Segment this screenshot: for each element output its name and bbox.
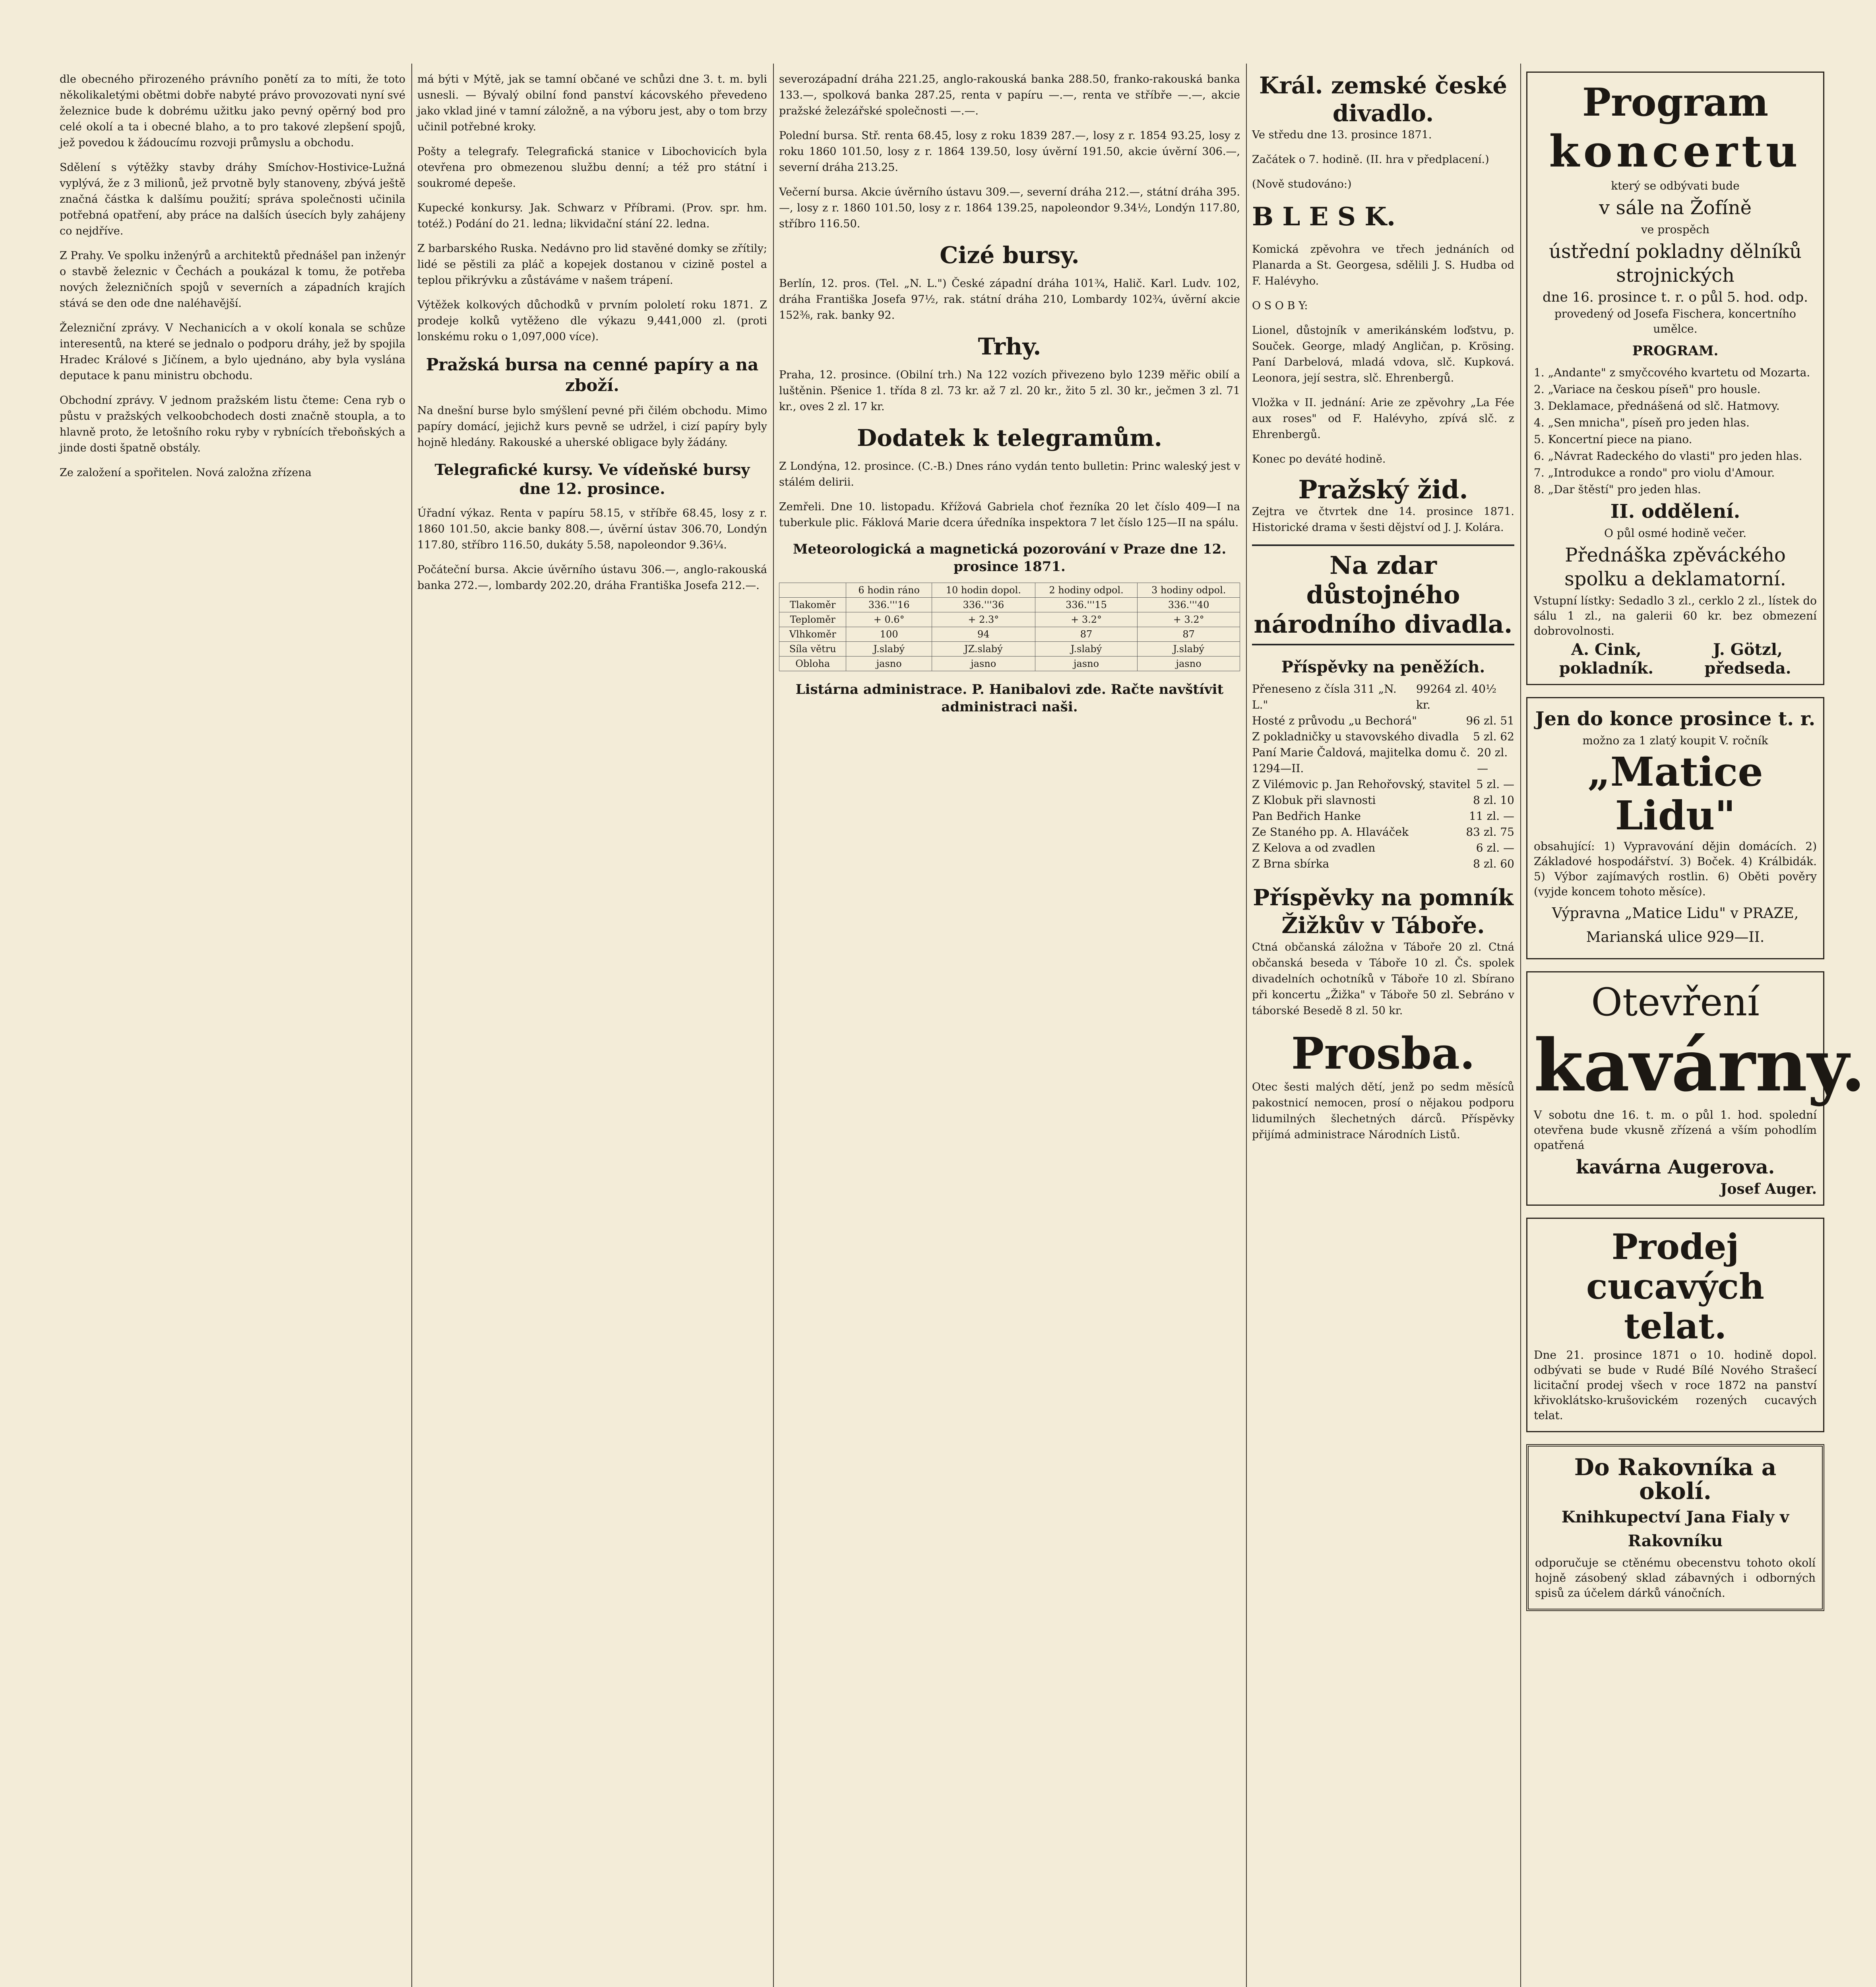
paragraph: Sdělení s výtěžky stavby dráhy Smíchov-Hostivice-Lužná vyplývá, že z 3 milionů, jež prvotně byly stanoveny, zbývá ještě značná částka k dalšímu použití; správa společnosti učinila potřebná opatření, aby práce na dalších úsecích byly zahájeny co nejdříve. — [60, 161, 405, 237]
program-part2: II. oddělení. — [1610, 500, 1740, 523]
contribution-amount: 11 zl. — — [1469, 810, 1514, 823]
matice-ad — [1526, 697, 1824, 959]
program-item: 1. „Andante" z smyčcového kvartetu od Mozarta. — [1534, 366, 1810, 379]
contribution-amount: 8 zl. 60 — [1473, 857, 1514, 870]
weather-cell: + 0.6° — [846, 612, 932, 627]
weather-cell: Síla větru — [779, 642, 846, 657]
prosba-text: Otec šesti malých dětí, jenž po sedm měsíců pakostnicí nemocen, prosí o nějakou podporu lidumilných šlechetných dárců. Příspěvky přijímá administrace Národních Listů. — [1252, 1081, 1514, 1141]
paragraph: dle obecného přirozeného právního ponětí za to míti, že toto několikaletými obětmi dobře nabyté právo provozovati nyní své železnice bude k dobrému užitku jako pevný opěrný bod pro celé okolí a ta i obecné blaho, a to pro takové zlepšení spojů, jež povedou k žádoucímu rozvoji průmyslu a obchodu. — [60, 73, 405, 149]
zizka-text: Ctná občanská záložna v Táboře 20 zl. Ctná občanská beseda v Táboře 10 zl. Čs. spolek divadelních ochotníků v Táboře 10 zl. Sbírano při koncertu „Žižka" v Táboře 50 zl. Sebráno v táborské Besedě 8 zl. 50 kr. — [1252, 941, 1514, 1017]
cafe-title: kavárny. — [1534, 1024, 1866, 1108]
contribution-amount: 96 zl. 51 — [1466, 714, 1514, 727]
banner-title: Na zdar důstojného národního divadla. — [1254, 551, 1513, 639]
paragraph: Ze založení a spořitelen. Nová založna zřízena — [60, 467, 312, 479]
weather-cell: 100 — [846, 627, 932, 642]
contribution-row — [1252, 792, 1514, 808]
weather-cell: jasno — [846, 657, 932, 671]
prosba-title: Prosba. — [1291, 1028, 1475, 1079]
weather-cell: jasno — [1035, 657, 1138, 671]
column-1 — [60, 72, 405, 1987]
weather-row — [779, 627, 1240, 642]
paragraph: Na dnešní burse bylo smýšlení pevné při čilém obchodu. Mimo papíry domácí, jejichž kurs pevně se udržel, i cizí papíry byly hojně hledány. Rakouské a uherské obligace byly žádány. — [417, 405, 767, 449]
paragraph: severozápadní dráha 221.25, anglo-rakouská banka 288.50, franko-rakouská banka 133.—, spolková banka 287.25, renta v papíru —.—, renta ve stříbře —.—, akcie pražské železářské společnosti —.—. — [779, 73, 1240, 117]
contribution-donor: Z pokladničky u stavovského divadla — [1252, 730, 1459, 743]
section-heading: Dodatek k telegramům. — [857, 424, 1162, 451]
contribution-donor: Z Brna sbírka — [1252, 857, 1329, 870]
weather-cell: J.slabý — [846, 642, 932, 657]
calves-title: Prodej cucavých telat. — [1586, 1226, 1764, 1347]
contribution-row — [1252, 729, 1514, 745]
paragraph: Výtěžek kolkových důchodků v prvním pololetí roku 1871. Z prodeje kolků vytěženo dle výkazu 9,441,000 zl. (proti lonskému roku o 1,097,000 více). — [417, 299, 767, 343]
contribution-amount: 5 zl. — — [1476, 778, 1514, 791]
section-heading: Pražská bursa na cenné papíry a na zboží. — [426, 355, 759, 395]
contribution-row — [1252, 713, 1514, 729]
second-play-title: Pražský žid. — [1298, 475, 1468, 505]
zizka-title: Příspěvky na pomník Žižkův v Táboře. — [1253, 885, 1514, 939]
weather-cell: JZ.slabý — [932, 642, 1035, 657]
paragraph: Praha, 12. prosince. (Obilní trh.) Na 122 vozích přivezeno bylo 1239 měřic obilí a luštěnin. Pšenice 1. třída 8 zl. 73 kr. až 7 zl. 20 kr., žito 5 zl. 30 kr., ječmen 3 zl. 71 kr., oves 2 zl. 17 kr. — [779, 369, 1240, 413]
paragraph: Obchodní zprávy. V jednom pražském listu čteme: Cena ryb o půstu v pražských velkoobchodech dosti značně stoupla, a to hlavně proto, že letošního roku ryby v rybnících třeboňských a jinde dosti špatně obstály. — [60, 394, 405, 454]
paragraph: Berlín, 12. pros. (Tel. „N. L.") České západní dráha 101¾, Halič. Karl. Ludv. 102, dráha Františka Josefa 97½, rak. státní dráha 210, Lombardy 102¾, úvěrní akcie 152⅜, rak. banky 92. — [779, 277, 1240, 321]
contribution-amount: 6 zl. — — [1476, 841, 1514, 854]
cafe-ad — [1526, 971, 1866, 1206]
theatre-line: Ve středu dne 13. prosince 1871. — [1252, 129, 1432, 141]
weather-row — [779, 598, 1240, 612]
contribution-row — [1252, 745, 1514, 777]
program-cause: ústřední pokladny dělníků strojnických — [1549, 240, 1802, 287]
paragraph: Z barbarského Ruska. Nedávno pro lid stavěné domky se zřítily; lidé se pěstili za pláč a kopejek dostanou v cizině postel a teplou přikrývku a zůstáváme v našem trápení. — [417, 242, 767, 287]
weather-cell: jasno — [932, 657, 1035, 671]
weather-header-cell: 6 hodin ráno — [846, 583, 932, 598]
weather-cell: jasno — [1138, 657, 1240, 671]
paragraph: Polední bursa. Stř. renta 68.45, losy z roku 1839 287.—, losy z r. 1854 93.25, losy z roku 1860 101.50, losy z r. 1864 139.50, losy úvěrní 191.50, akcie úvěrní 306.—, severní dráha 213.25. — [779, 130, 1240, 174]
program-signers — [1534, 640, 1817, 678]
weather-header-cell: 10 hodin dopol. — [932, 583, 1035, 598]
weather-cell: 336.'''36 — [932, 598, 1035, 612]
paragraph: Večerní bursa. Akcie úvěrního ústavu 309.—, severní dráha 212.—, státní dráha 395.—, losy z r. 1860 101.50, losy z r. 1864 139.25, napoleondor 9.34½, Londýn 117.80, stříbro 116.50. — [779, 186, 1240, 230]
program-items-title: PROGRAM. — [1632, 343, 1719, 359]
calves-text: Dne 21. prosince 1871 o 10. hodině dopol. odbývati se bude v Rudé Bílé Nového Strašecí licitační prodej všech v roce 1872 na panství křivoklátsko-krušovickém rozených cucavých telat. — [1534, 1348, 1817, 1422]
contribution-row — [1252, 840, 1514, 856]
weather-cell: 336.'''15 — [1035, 598, 1138, 612]
matice-title: „Matice Lidu" — [1587, 748, 1763, 839]
matice-text: obsahující: 1) Vypravování dějin domácích. 2) Základové hospodářství. 3) Boček. 4) Králbidák. 5) Výbor zajímavých rostlin. 6) Oběti pověry (vyjde koncem tohoto měsíce). — [1534, 840, 1817, 898]
theatre-line: Konec po deváté hodině. — [1252, 453, 1386, 465]
contribution-donor: Z Vilémovic p. Jan Rehořovský, stavitel — [1252, 778, 1471, 791]
cafe-sign: Josef Auger. — [1720, 1181, 1817, 1197]
weather-header-row — [779, 583, 1240, 598]
theatre-line: O S O B Y: — [1252, 300, 1308, 312]
contribution-donor: Ze Staného pp. A. Hlaváček — [1252, 825, 1409, 839]
paragraph: Zemřeli. Dne 10. listopadu. Křížová Gabriela choť řezníka 20 let číslo 409—I na tuberkule plic. Fáklová Marie dcera úředníka inspektora 7 let číslo 125—II na spálu. — [779, 501, 1240, 529]
contributions-list — [1252, 681, 1514, 872]
section-heading: Listárna administrace. P. Hanibalovi zde. Račte navštívit administraci naši. — [795, 682, 1224, 715]
program-word: koncertu — [1549, 126, 1802, 177]
cafe-pre: Otevření — [1591, 980, 1760, 1024]
program-entry: Vstupní lístky: Sedadlo 3 zl., cerklo 2 zl., lístek do sálu 1 zl., na galerii 60 kr. bez obmezení dobrovolnosti. — [1534, 594, 1817, 637]
paragraph: Z Prahy. Ve spolku inženýrů a architektů přednášel pan inženýr o stavbě železnic v Čechách a poukázal k tomu, že potřeba nových železničních spojů v severních a západních krajích stává se den ode dne naléhavější. — [60, 250, 405, 310]
weather-cell: J.slabý — [1138, 642, 1240, 657]
weather-cell: + 3.2° — [1138, 612, 1240, 627]
column-5-ads — [1526, 72, 1866, 1987]
program-item: 5. Koncertní piece na piano. — [1534, 433, 1692, 446]
weather-cell: 336.'''40 — [1138, 598, 1240, 612]
column-divider — [773, 64, 774, 1987]
contribution-donor: Hosté z průvodu „u Bechorá" — [1252, 714, 1417, 727]
theatre-line: Lionel, důstojník v amerikánském loďstvu, p. Souček. George, mladý Angličan, p. Krösing. Paní Darbelová, mladá vdova, slč. Kupková. Leonora, její sestra, slč. Ehrenbergů. — [1252, 324, 1514, 384]
column-2 — [417, 72, 767, 1987]
weather-table — [779, 583, 1240, 671]
theatre-line: Komická zpěvohra ve třech jednáních od Planarda a St. Georgesa, sdělili J. S. Hudba od F. Halévyho. — [1252, 243, 1514, 287]
contribution-amount: 99264 zl. 40½ kr. — [1416, 682, 1497, 711]
rak-shop: Knihkupectví Jana Fialy v Rakovníku — [1561, 1508, 1789, 1550]
national-theatre-banner — [1252, 544, 1514, 645]
contribution-donor: Pan Bedřich Hanke — [1252, 810, 1361, 823]
theatre-title: Král. zemské české divadlo. — [1259, 72, 1508, 127]
weather-header-cell: 3 hodiny odpol. — [1138, 583, 1240, 598]
program-title: Program — [1582, 80, 1769, 125]
paragraph: Z Londýna, 12. prosince. (C.-B.) Dnes ráno vydán tento bulletin: Princ waleský jest v stálém delirii. — [779, 460, 1240, 488]
weather-header-cell: 2 hodiny odpol. — [1035, 583, 1138, 598]
weather-cell: 94 — [932, 627, 1035, 642]
paragraph: Železniční zprávy. V Nechanicích a v okolí konala se schůze interesentů, na které se jednalo o podporu dráhy, jež by spojila Hradec Králové s Jičínem, a bylo ujednáno, aby byla vyslána deputace k panu ministru obchodu. — [60, 322, 405, 382]
weather-row — [779, 612, 1240, 627]
weather-cell: J.slabý — [1035, 642, 1138, 657]
section-heading: Meteorologická a magnetická pozorování v Praze dne 12. prosince 1871. — [793, 541, 1227, 575]
weather-cell: Teploměr — [779, 612, 846, 627]
column-divider — [411, 64, 412, 1987]
paragraph: má býti v Mýtě, jak se tamní občané ve schůzi dne 3. t. m. byli usnesli. — Bývalý obilní fond panství kácovského převedeno jako vklad jiné v tamní záložně, a na výboru jest, aby o tom brzy učinil potřebné kroky. — [417, 73, 767, 133]
contribution-amount: 8 zl. 10 — [1473, 794, 1514, 807]
contribution-donor: Z Kelova a od zvadlen — [1252, 841, 1376, 854]
rak-title: Do Rakovníka a okolí. — [1574, 1454, 1777, 1505]
theatre-line: B L E S K. — [1252, 202, 1396, 232]
section-heading: Telegrafické kursy. Ve vídeňské bursy dne 12. prosince. — [434, 461, 750, 498]
calves-ad — [1526, 1218, 1824, 1432]
matice-footer: Výpravna „Matice Lidu" v PRAZE, Marianská ulice 929—II. — [1552, 905, 1799, 945]
program-place: v sále na Žofíně — [1599, 197, 1752, 219]
signer-1: A. Cink, pokladník. — [1559, 640, 1654, 678]
contribution-row — [1252, 808, 1514, 824]
second-play-text: Zejtra ve čtvrtek dne 14. prosince 1871. Historické drama v šesti dějství od J. J. Kolára. — [1252, 505, 1514, 534]
weather-row — [779, 657, 1240, 671]
program-conductor: provedený od Josefa Fischera, koncertního umělce. — [1554, 307, 1796, 335]
section-heading: Trhy. — [978, 333, 1041, 360]
weather-row — [779, 642, 1240, 657]
rak-text: odporučuje se ctěnému obecenstvu tohoto okolí hojně zásobený sklad zábavných i odborných spisů za účelem dárků vánočních. — [1535, 1556, 1816, 1600]
weather-cell: + 2.3° — [932, 612, 1035, 627]
contributions-title: Příspěvky na peněžích. — [1281, 658, 1485, 676]
program-date: dne 16. prosince t. r. o půl 5. hod. odp. — [1543, 289, 1808, 305]
weather-cell: 87 — [1035, 627, 1138, 642]
paragraph: Pošty a telegrafy. Telegrafická stanice v Libochovicích byla otevřena pro obmezenou službu denní; a též pro státní i soukromé depeše. — [417, 145, 767, 190]
contribution-amount: 20 zl. — — [1477, 746, 1508, 775]
program-item: 4. „Sen mnicha", píseň pro jeden hlas. — [1534, 416, 1750, 429]
paragraph: Počáteční bursa. Akcie úvěrního ústavu 306.—, anglo-rakouská banka 272.—, lombardy 202.20, dráha Františka Josefa 212.—. — [417, 564, 767, 592]
program-part2-title: Přednáška zpěváckého spolku a deklamatorní. — [1564, 544, 1786, 590]
column-4 — [1252, 72, 1514, 1987]
weather-cell: 87 — [1138, 627, 1240, 642]
theatre-line: Začátek o 7. hodině. (II. hra v předplacení.) — [1252, 153, 1489, 166]
contribution-amount: 83 zl. 75 — [1466, 825, 1514, 839]
contribution-row — [1252, 824, 1514, 840]
weather-cell: Obloha — [779, 657, 846, 671]
program-item: 3. Deklamace, přednášená od slč. Hatmovy. — [1534, 399, 1780, 413]
contribution-row — [1252, 856, 1514, 872]
program-item: 8. „Dar štěstí" pro jeden hlas. — [1534, 483, 1701, 496]
paragraph: Úřadní výkaz. Renta v papíru 58.15, v stříbře 68.45, losy z r. 1860 101.50, akcie banky 808.—, úvěrní ústav 306.70, Londýn 117.80, stříbro 116.50, dukáty 5.58, napoleondor 9.36¼. — [417, 507, 767, 551]
program-item: 7. „Introdukce a rondo" pro violu d'Amour. — [1534, 466, 1775, 479]
contribution-row — [1252, 777, 1514, 792]
contribution-donor: Přeneseno z čísla 311 „N. L." — [1252, 682, 1397, 711]
program-sub: který se odbývati bude — [1611, 179, 1740, 192]
weather-header-cell — [779, 583, 846, 598]
cafe-name: kavárna Augerova. — [1576, 1156, 1775, 1178]
paragraph: Kupecké konkursy. Jak. Schwarz v Příbrami. (Prov. spr. hm. totéž.) Podání do 21. ledna; likvidační stání 22. ledna. — [417, 202, 767, 230]
contribution-donor: Paní Marie Čaldová, majitelka domu č. 1294—II. — [1252, 746, 1470, 775]
contribution-row — [1252, 681, 1514, 713]
rakovnik-ad — [1526, 1444, 1824, 1611]
column-divider — [1246, 64, 1247, 1987]
program-item: 6. „Návrat Radeckého do vlasti" pro jeden hlas. — [1534, 449, 1802, 463]
weather-cell: 336.'''16 — [846, 598, 932, 612]
weather-cell: + 3.2° — [1035, 612, 1138, 627]
matice-sub: možno za 1 zlatý koupit V. ročník — [1582, 734, 1768, 747]
column-divider — [1520, 64, 1521, 1987]
theatre-line: (Nově studováno:) — [1252, 178, 1352, 190]
cafe-text: V sobotu dne 16. t. m. o půl 1. hod. spolední otevřena bude vkusně zřízená a vším pohodlím opatřená — [1534, 1108, 1817, 1152]
program-sub2: ve prospěch — [1641, 223, 1710, 236]
program-items — [1534, 365, 1817, 497]
weather-cell: Vlhkoměr — [779, 627, 846, 642]
column-3 — [779, 72, 1240, 1987]
matice-pre: Jen do konce prosince t. r. — [1535, 708, 1816, 730]
theatre-program — [1252, 127, 1514, 467]
section-heading: Cizé bursy. — [940, 242, 1079, 269]
contribution-amount: 5 zl. 62 — [1473, 730, 1514, 743]
newspaper-page — [60, 48, 1866, 1987]
contribution-donor: Z Klobuk při slavnosti — [1252, 794, 1376, 807]
signer-2: J. Götzl, předseda. — [1704, 640, 1791, 678]
concert-ad — [1526, 72, 1824, 685]
weather-cell: Tlakoměr — [779, 598, 846, 612]
theatre-line: Vložka v II. jednání: Arie ze zpěvohry „La Fée aux roses" od F. Halévyho, zpívá slč. z Ehrenbergů. — [1252, 397, 1514, 441]
program-item: 2. „Variace na českou píseň" pro housle. — [1534, 383, 1761, 396]
program-part2-text: O půl osmé hodině večer. — [1604, 527, 1747, 540]
